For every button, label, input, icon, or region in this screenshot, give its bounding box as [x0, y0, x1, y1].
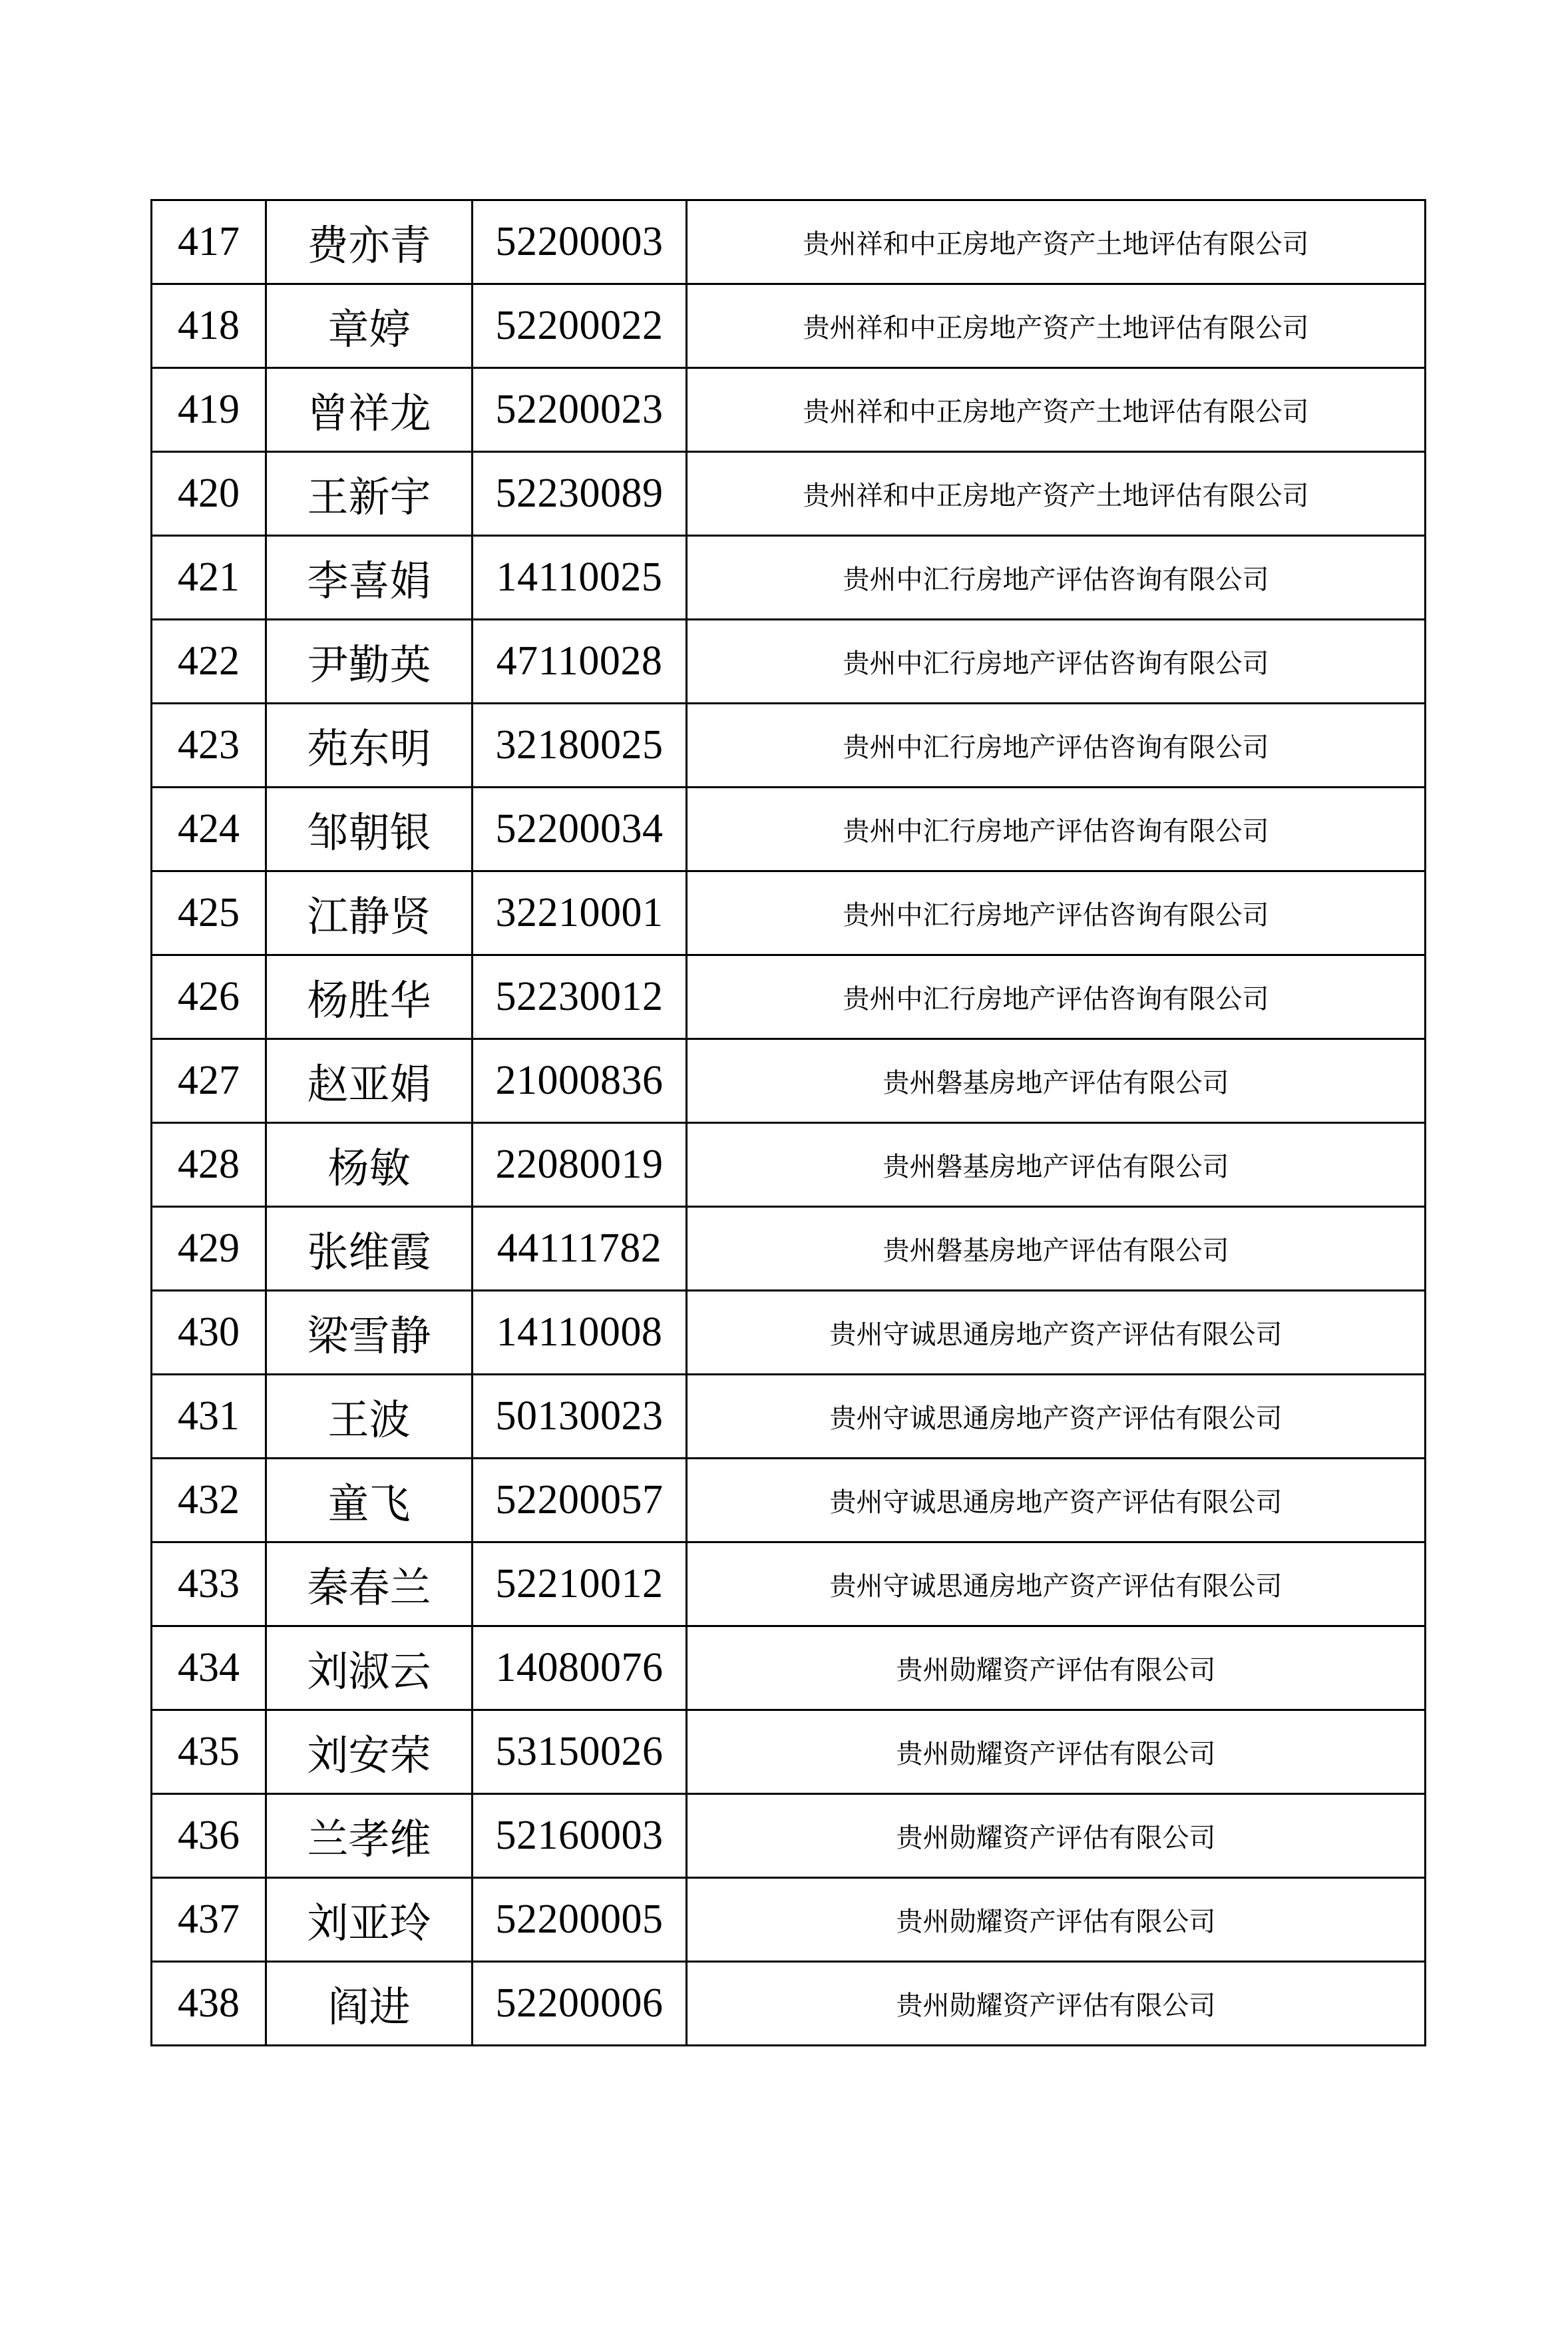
- appraiser-name-cell: 杨胜华: [266, 955, 473, 1039]
- organization-name-cell: 贵州守诚思通房地产资产评估有限公司: [687, 1542, 1426, 1626]
- table-row: [152, 1123, 1426, 1207]
- serial-number-cell: 432: [152, 1459, 266, 1542]
- table-row: [152, 200, 1426, 284]
- registration-number-cell: 50130023: [473, 1375, 687, 1459]
- appraiser-name-cell: 刘安荣: [266, 1710, 473, 1794]
- appraiser-name-cell: 阎进: [266, 1962, 473, 2046]
- serial-number-cell: 427: [152, 1039, 266, 1123]
- table-row: [152, 536, 1426, 620]
- serial-number-cell: 424: [152, 788, 266, 871]
- registration-number-cell: 14110008: [473, 1291, 687, 1375]
- organization-name-cell: 贵州勋耀资产评估有限公司: [687, 1878, 1426, 1962]
- organization-name-cell: 贵州磐基房地产评估有限公司: [687, 1123, 1426, 1207]
- serial-number-cell: 434: [152, 1626, 266, 1710]
- serial-number-cell: 438: [152, 1962, 266, 2046]
- serial-number-cell: 431: [152, 1375, 266, 1459]
- appraiser-name-cell: 刘淑云: [266, 1626, 473, 1710]
- appraiser-name-cell: 李喜娟: [266, 536, 473, 620]
- appraiser-name-cell: 章婷: [266, 284, 473, 368]
- registry-table-body: [152, 200, 1426, 2046]
- table-row: [152, 788, 1426, 871]
- registration-number-cell: 44111782: [473, 1207, 687, 1291]
- table-row: [152, 871, 1426, 955]
- organization-name-cell: 贵州中汇行房地产评估咨询有限公司: [687, 871, 1426, 955]
- table-row: [152, 620, 1426, 704]
- table-row: [152, 1794, 1426, 1878]
- serial-number-cell: 435: [152, 1710, 266, 1794]
- registration-number-cell: 52200006: [473, 1962, 687, 2046]
- serial-number-cell: 421: [152, 536, 266, 620]
- serial-number-cell: 419: [152, 368, 266, 452]
- registration-number-cell: 21000836: [473, 1039, 687, 1123]
- organization-name-cell: 贵州勋耀资产评估有限公司: [687, 1626, 1426, 1710]
- appraiser-name-cell: 梁雪静: [266, 1291, 473, 1375]
- table-row: [152, 704, 1426, 788]
- appraiser-name-cell: 赵亚娟: [266, 1039, 473, 1123]
- appraiser-name-cell: 张维霞: [266, 1207, 473, 1291]
- registration-number-cell: 52210012: [473, 1542, 687, 1626]
- organization-name-cell: 贵州勋耀资产评估有限公司: [687, 1794, 1426, 1878]
- table-row: [152, 452, 1426, 536]
- registration-number-cell: 52200005: [473, 1878, 687, 1962]
- table-row: [152, 1207, 1426, 1291]
- registration-number-cell: 53150026: [473, 1710, 687, 1794]
- registration-number-cell: 32210001: [473, 871, 687, 955]
- appraiser-name-cell: 邹朝银: [266, 788, 473, 871]
- organization-name-cell: 贵州中汇行房地产评估咨询有限公司: [687, 620, 1426, 704]
- organization-name-cell: 贵州磐基房地产评估有限公司: [687, 1207, 1426, 1291]
- table-row: [152, 1375, 1426, 1459]
- organization-name-cell: 贵州祥和中正房地产资产土地评估有限公司: [687, 200, 1426, 284]
- serial-number-cell: 429: [152, 1207, 266, 1291]
- table-row: [152, 1459, 1426, 1542]
- organization-name-cell: 贵州守诚思通房地产资产评估有限公司: [687, 1459, 1426, 1542]
- table-row: [152, 284, 1426, 368]
- table-row: [152, 1962, 1426, 2046]
- organization-name-cell: 贵州祥和中正房地产资产土地评估有限公司: [687, 368, 1426, 452]
- registration-number-cell: 14080076: [473, 1626, 687, 1710]
- registration-number-cell: 47110028: [473, 620, 687, 704]
- registration-number-cell: 52200057: [473, 1459, 687, 1542]
- table-row: [152, 1710, 1426, 1794]
- serial-number-cell: 433: [152, 1542, 266, 1626]
- appraiser-name-cell: 费亦青: [266, 200, 473, 284]
- organization-name-cell: 贵州中汇行房地产评估咨询有限公司: [687, 788, 1426, 871]
- appraiser-name-cell: 刘亚玲: [266, 1878, 473, 1962]
- registration-number-cell: 32180025: [473, 704, 687, 788]
- table-row: [152, 1878, 1426, 1962]
- serial-number-cell: 436: [152, 1794, 266, 1878]
- appraiser-name-cell: 杨敏: [266, 1123, 473, 1207]
- table-row: [152, 955, 1426, 1039]
- registration-number-cell: 52200034: [473, 788, 687, 871]
- table-row: [152, 1542, 1426, 1626]
- table-row: [152, 1291, 1426, 1375]
- serial-number-cell: 423: [152, 704, 266, 788]
- serial-number-cell: 426: [152, 955, 266, 1039]
- appraiser-name-cell: 秦春兰: [266, 1542, 473, 1626]
- appraiser-name-cell: 曾祥龙: [266, 368, 473, 452]
- serial-number-cell: 425: [152, 871, 266, 955]
- registration-number-cell: 52160003: [473, 1794, 687, 1878]
- table-row: [152, 1039, 1426, 1123]
- appraiser-name-cell: 王新宇: [266, 452, 473, 536]
- organization-name-cell: 贵州勋耀资产评估有限公司: [687, 1710, 1426, 1794]
- registration-number-cell: 14110025: [473, 536, 687, 620]
- serial-number-cell: 420: [152, 452, 266, 536]
- registration-number-cell: 52200022: [473, 284, 687, 368]
- serial-number-cell: 422: [152, 620, 266, 704]
- organization-name-cell: 贵州守诚思通房地产资产评估有限公司: [687, 1375, 1426, 1459]
- organization-name-cell: 贵州磐基房地产评估有限公司: [687, 1039, 1426, 1123]
- serial-number-cell: 418: [152, 284, 266, 368]
- organization-name-cell: 贵州守诚思通房地产资产评估有限公司: [687, 1291, 1426, 1375]
- registration-number-cell: 52230089: [473, 452, 687, 536]
- appraiser-name-cell: 兰孝维: [266, 1794, 473, 1878]
- organization-name-cell: 贵州中汇行房地产评估咨询有限公司: [687, 955, 1426, 1039]
- registration-number-cell: 52230012: [473, 955, 687, 1039]
- appraiser-name-cell: 江静贤: [266, 871, 473, 955]
- registration-number-cell: 22080019: [473, 1123, 687, 1207]
- serial-number-cell: 428: [152, 1123, 266, 1207]
- organization-name-cell: 贵州中汇行房地产评估咨询有限公司: [687, 704, 1426, 788]
- organization-name-cell: 贵州勋耀资产评估有限公司: [687, 1962, 1426, 2046]
- registration-number-cell: 52200003: [473, 200, 687, 284]
- appraiser-name-cell: 童飞: [266, 1459, 473, 1542]
- serial-number-cell: 417: [152, 200, 266, 284]
- organization-name-cell: 贵州祥和中正房地产资产土地评估有限公司: [687, 284, 1426, 368]
- serial-number-cell: 430: [152, 1291, 266, 1375]
- appraiser-registry-table: [150, 199, 1426, 2046]
- appraiser-name-cell: 苑东明: [266, 704, 473, 788]
- appraiser-name-cell: 尹勤英: [266, 620, 473, 704]
- table-row: [152, 1626, 1426, 1710]
- serial-number-cell: 437: [152, 1878, 266, 1962]
- appraiser-name-cell: 王波: [266, 1375, 473, 1459]
- organization-name-cell: 贵州中汇行房地产评估咨询有限公司: [687, 536, 1426, 620]
- table-row: [152, 368, 1426, 452]
- registration-number-cell: 52200023: [473, 368, 687, 452]
- organization-name-cell: 贵州祥和中正房地产资产土地评估有限公司: [687, 452, 1426, 536]
